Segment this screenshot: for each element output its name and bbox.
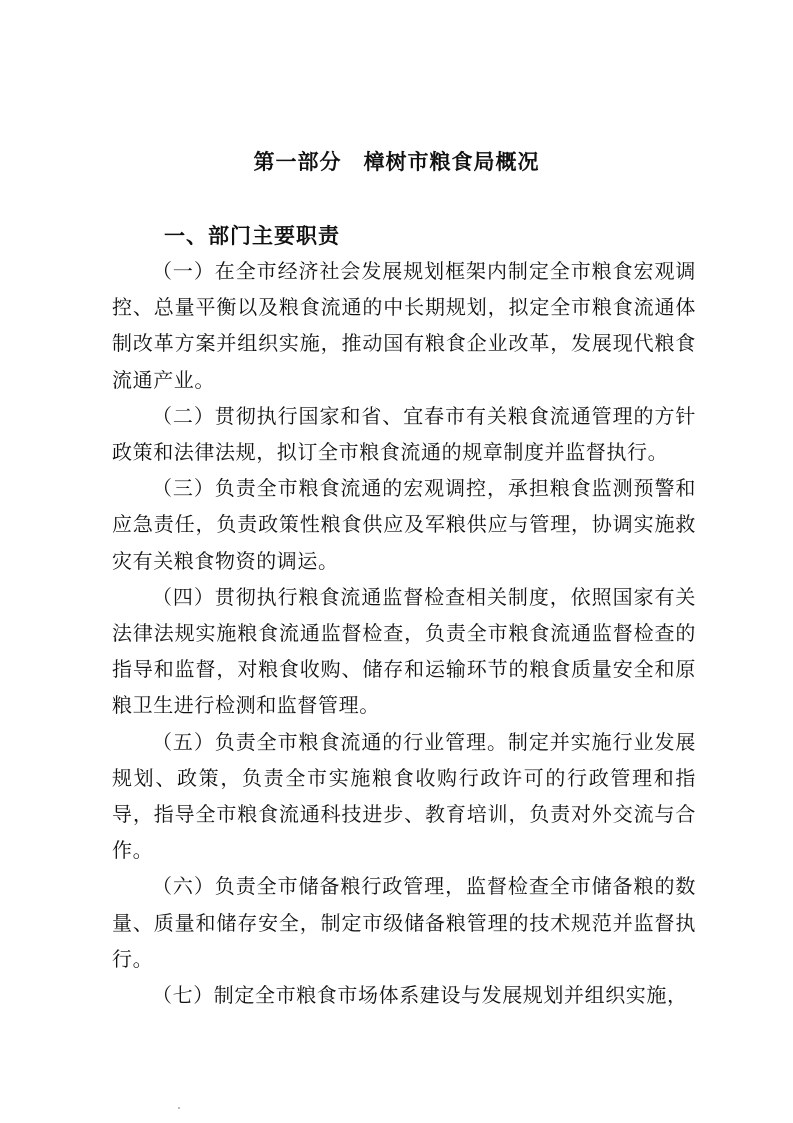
document-title: 第一部分 樟树市粮食局概况 bbox=[253, 150, 540, 174]
paragraph-duty-4: （四）贯彻执行粮食流通监督检查相关制度，依照国家有关法律法规实施粮食流通监督检查，负责全市粮食流通监督检查的指导和监督，对粮食收购、储存和运输环节的粮食质量安全和原粮卫生进行检测和监督管理。 bbox=[112, 584, 696, 718]
body-text bbox=[112, 253, 696, 1013]
paragraph-duty-3: （三）负责全市粮食流通的宏观调控，承担粮食监测预警和应急责任，负责政策性粮食供应及军粮供应与管理，协调实施救灾有关粮食物资的调运。 bbox=[112, 476, 696, 573]
section-heading: 一、部门主要职责 bbox=[164, 224, 340, 248]
scan-speck bbox=[178, 1107, 180, 1109]
paragraph-duty-6: （六）负责全市储备粮行政管理，监督检查全市储备粮的数量、质量和储存安全，制定市级储备粮管理的技术规范并监督执行。 bbox=[112, 874, 696, 971]
paragraph-duty-7: （七）制定全市粮食市场体系建设与发展规划并组织实施， bbox=[152, 983, 688, 1008]
paragraph-duty-5: （五）负责全市粮食流通的行业管理。制定并实施行业发展规划、政策，负责全市实施粮食收购行政许可的行政管理和指导，指导全市粮食流通科技进步、教育培训，负责对外交流与合作。 bbox=[112, 729, 696, 863]
paragraph-duty-2: （二）贯彻执行国家和省、宜春市有关粮食流通管理的方针政策和法律法规，拟订全市粮食流通的规章制度并监督执行。 bbox=[112, 403, 696, 465]
paragraph-duty-1: （一）在全市经济社会发展规划框架内制定全市粮食宏观调控、总量平衡以及粮食流通的中长期规划，拟定全市粮食流通体制改革方案并组织实施，推动国有粮食企业改革，发展现代粮食流通产业。 bbox=[112, 259, 696, 392]
